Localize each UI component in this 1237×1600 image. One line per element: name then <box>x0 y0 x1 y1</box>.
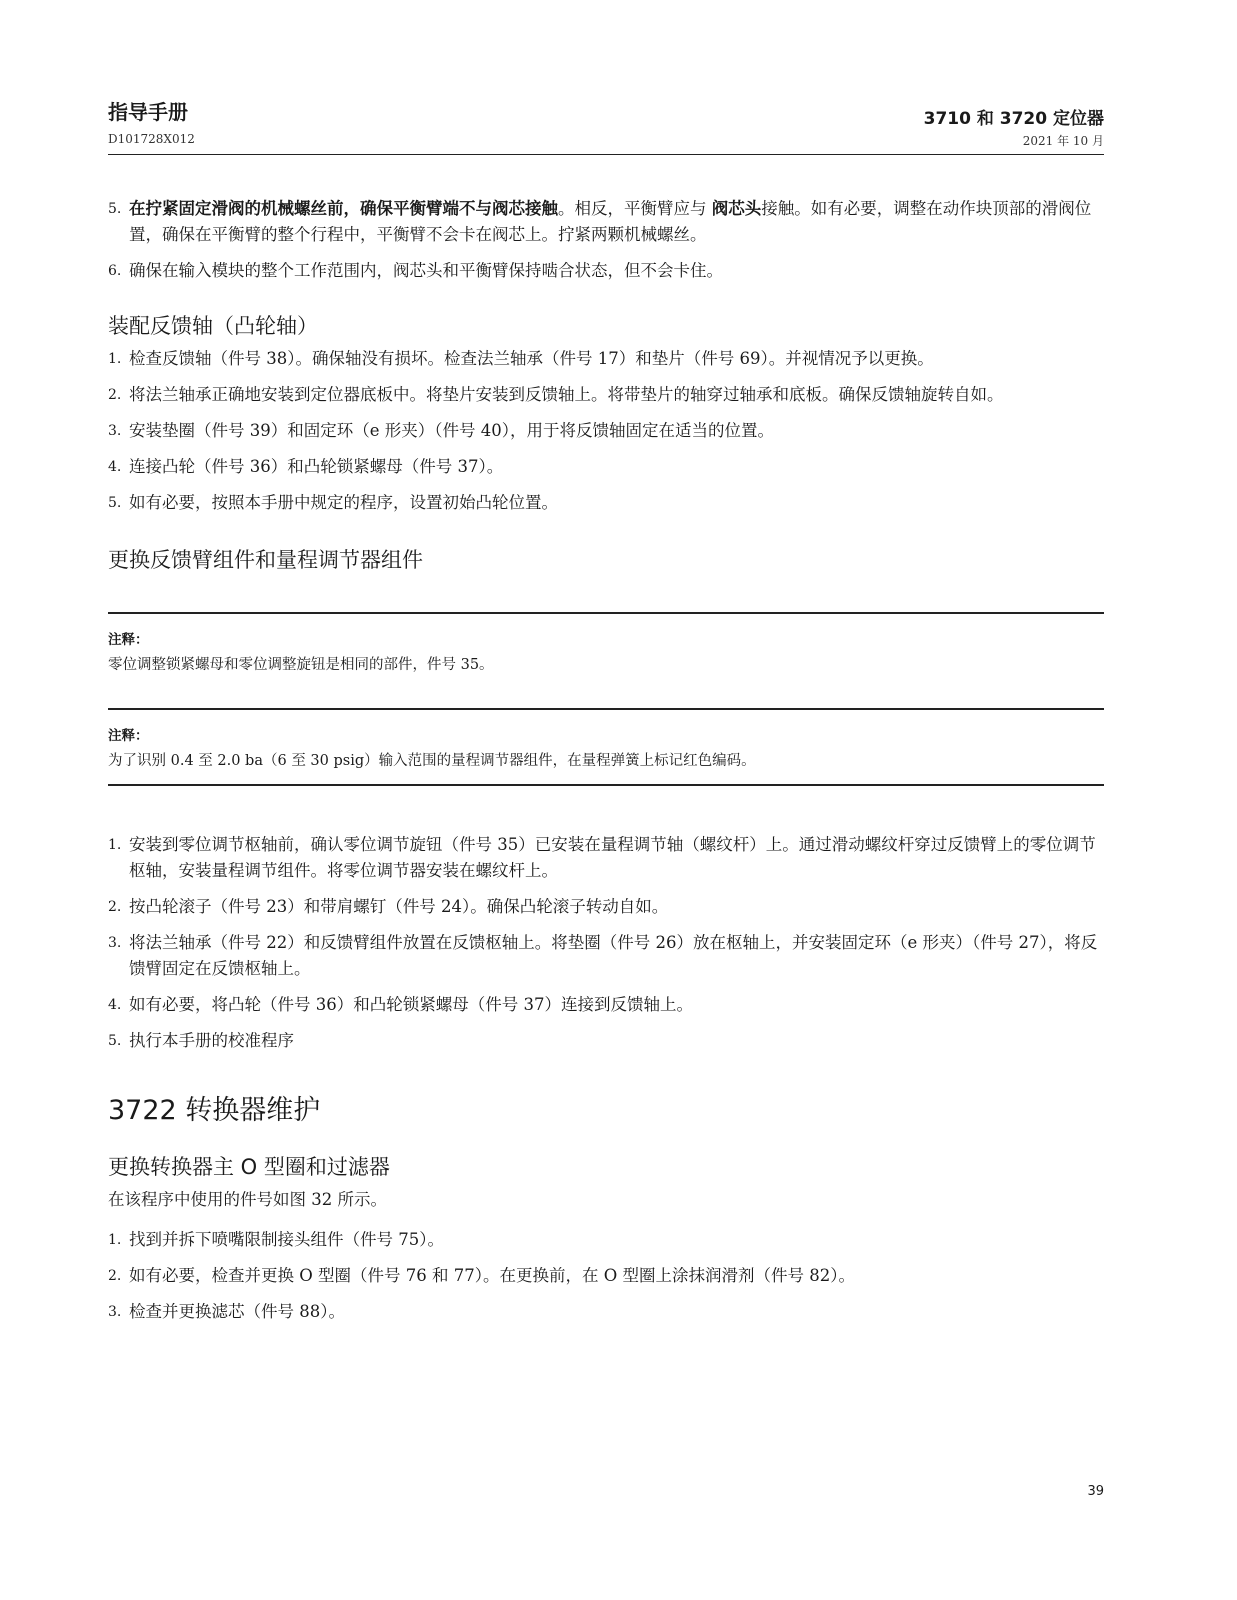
document-id: D101728X012 <box>108 132 195 146</box>
section-heading: 更换反馈臂组件和量程调节器组件 <box>108 548 423 572</box>
converter-steps <box>108 1227 1104 1325</box>
section-intro: 在该程序中使用的件号如图 32 所示。 <box>108 1190 387 1209</box>
note-label: 注释： <box>108 728 149 744</box>
list-item: 3. 将法兰轴承（件号 22）和反馈臂组件放置在反馈枢轴上。将垫圈（件号 26）放在枢轴上，并安装固定环（e 形夹）（件号 27），将反馈臂固定在反馈枢轴上。 <box>108 933 1098 978</box>
note-text: 零位调整锁紧螺母和零位调整旋钮是相同的部件，件号 35。 <box>108 657 494 673</box>
section-heading: 装配反馈轴（凸轮轴） <box>108 314 318 338</box>
document-page <box>108 0 1104 1600</box>
list-item: 4. 连接凸轮（件号 36）和凸轮锁紧螺母（件号 37）。 <box>108 457 504 476</box>
list-item: 5. 如有必要，按照本手册中规定的程序，设置初始凸轮位置。 <box>108 493 558 512</box>
list-item: 2. 将法兰轴承正确地安装到定位器底板中。将垫片安装到反馈轴上。将带垫片的轴穿过轴承和底板。确保反馈轴旋转自如。 <box>108 385 1004 404</box>
top-steps-list <box>108 196 1104 284</box>
note-box <box>108 612 1104 688</box>
note-label: 注释： <box>108 632 149 648</box>
note-text: 为了识别 0.4 至 2.0 ba（6 至 30 psig）输入范围的量程调节器组件，在量程弹簧上标记红色编码。 <box>108 753 756 769</box>
list-item: 1. 找到并拆下喷嘴限制接头组件（件号 75）。 <box>108 1230 444 1249</box>
notes-block <box>108 612 1104 786</box>
page-header <box>108 96 1104 155</box>
note-box <box>108 708 1104 786</box>
list-item: 1. 检查反馈轴（件号 38）。确保轴没有损坏。检查法兰轴承（件号 17）和垫片（件号 69）。并视情况予以更换。 <box>108 349 934 368</box>
manual-title: 指导手册 <box>108 100 188 124</box>
list-item: 3. 安装垫圈（件号 39）和固定环（e 形夹）（件号 40），用于将反馈轴固定在适当的位置。 <box>108 421 774 440</box>
page-content <box>108 196 1104 1335</box>
list-item: 4. 如有必要，将凸轮（件号 36）和凸轮锁紧螺母（件号 37）连接到反馈轴上。 <box>108 995 693 1014</box>
list-item: 6. 确保在输入模块的整个工作范围内，阀芯头和平衡臂保持啮合状态，但不会卡住。 <box>108 261 723 280</box>
chapter-heading: 3722 转换器维护 <box>108 1095 321 1126</box>
feedback-shaft-steps <box>108 346 1104 516</box>
publish-date: 2021 年 10 月 <box>1022 134 1104 148</box>
list-item: 2. 按凸轮滚子（件号 23）和带肩螺钉（件号 24）。确保凸轮滚子转动自如。 <box>108 897 669 916</box>
section-heading: 更换转换器主 O 型圈和过滤器 <box>108 1155 390 1179</box>
list-item: 5. 在拧紧固定滑阀的机械螺丝前，确保平衡臂端不与阀芯接触。相反，平衡臂应与 阀芯头接触。如有必要，调整在动作块顶部的滑阀位置，确保在平衡臂的整个行程中，平衡臂不会卡在阀芯上。拧紧两颗机械螺丝。 <box>108 199 1092 244</box>
list-item: 1. 安装到零位调节枢轴前，确认零位调节旋钮（件号 35）已安装在量程调节轴（螺纹杆）上。通过滑动螺纹杆穿过反馈臂上的零位调节枢轴，安装量程调节组件。将零位调节器安装在螺纹杆上。 <box>108 835 1096 880</box>
list-item: 5. 执行本手册的校准程序 <box>108 1031 294 1050</box>
list-item: 2. 如有必要，检查并更换 O 型圈（件号 76 和 77）。在更换前，在 O 型圈上涂抹润滑剂（件号 82）。 <box>108 1266 855 1285</box>
feedback-arm-steps <box>108 832 1104 1054</box>
list-item: 3. 检查并更换滤芯（件号 88）。 <box>108 1302 345 1321</box>
page-number: 39 <box>1087 1484 1104 1499</box>
product-name: 3710 和 3720 定位器 <box>923 109 1104 129</box>
